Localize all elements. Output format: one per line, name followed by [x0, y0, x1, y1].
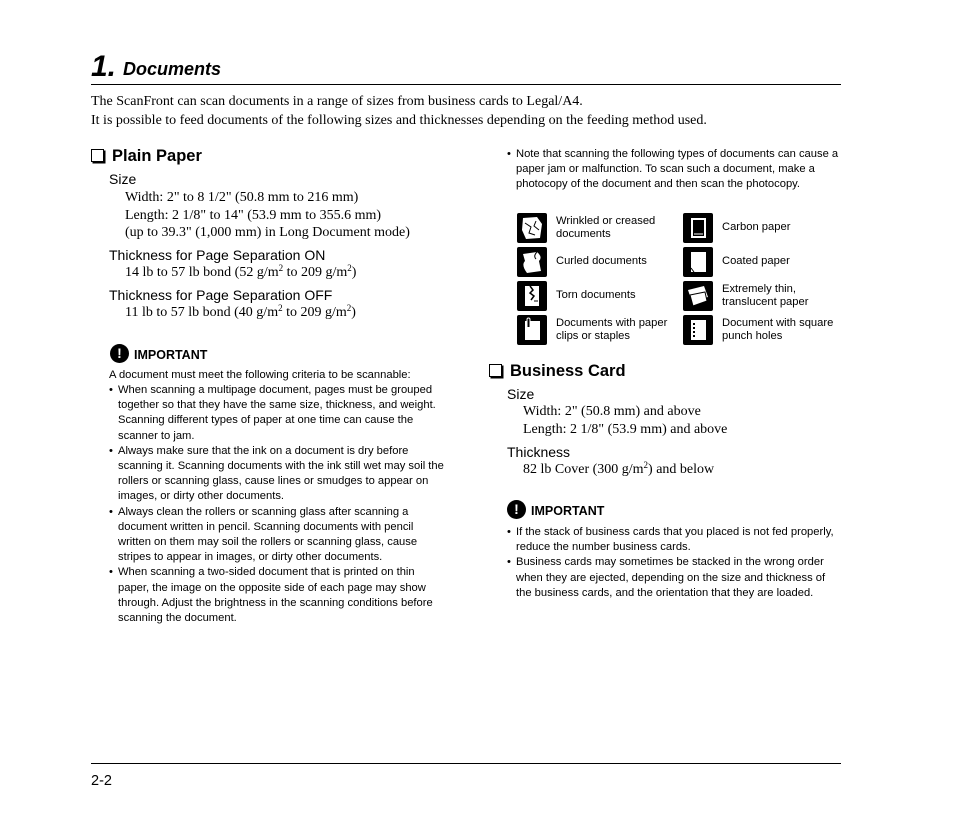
doc-type-label: Coated paper	[722, 255, 790, 268]
intro-line: It is possible to feed documents of the following sizes and thicknesses depending on the feeding method used.	[91, 113, 707, 128]
business-card-length: Length: 2 1/8" (53.9 mm) and above	[523, 422, 728, 437]
list-item: • Business cards may sometimes be stacked in the wrong order when they are ejected, depending on the size and thickness of the business cards, and the orientation that they are loaded.	[507, 555, 841, 601]
bottom-rule-divider	[91, 763, 841, 764]
list-item: • If the stack of business cards that you placed is not fed properly, reduce the number business cards.	[507, 525, 841, 555]
chapter-title: Documents	[123, 59, 222, 79]
separation-on-label: Thickness for Page Separation ON	[109, 247, 326, 263]
intro-line: The ScanFront can scan documents in a range of sizes from business cards to Legal/A4.	[91, 94, 583, 109]
doc-type-label: Carbon paper	[722, 221, 791, 234]
doc-type-label: Torn documents	[556, 289, 636, 302]
exclamation-icon: !	[507, 500, 526, 519]
business-card-thickness-value: 82 lb Cover (300 $g/m^2$) and below	[523, 460, 715, 477]
doc-type-punch	[683, 315, 853, 345]
separation-off-label: Thickness for Page Separation OFF	[109, 287, 333, 303]
business-card-size-label: Size	[507, 386, 535, 402]
business-card-title: Business Card	[510, 362, 626, 380]
chapter-heading	[91, 50, 841, 84]
plain-paper-long-mode: (up to 39.3" (1,000 mm) in Long Document mode)	[125, 225, 410, 240]
doc-type-label: Curled documents	[556, 255, 647, 268]
doc-type-label: Document with square punch holes	[722, 316, 834, 342]
plain-paper-title: Plain Paper	[112, 147, 202, 165]
wrinkled-document-icon	[517, 213, 547, 243]
list-item: • Always make sure that the ink on a document is dry before scanning it. Scanning documents with the ink still wet may soil the rollers or scanning glass, cause lines or smudges to appear on images, or dirty other documents.	[109, 444, 445, 505]
plain-paper-size-label: Size	[109, 171, 137, 187]
important-2-list	[507, 525, 841, 601]
doc-type-carbon	[683, 213, 853, 243]
note-item: • Note that scanning the following types of documents can cause a paper jam or malfunction. To scan such a document, make a photocopy of the document and then scan the photocopy.	[507, 147, 842, 193]
chapter-number: 1.	[91, 50, 117, 83]
plain-paper-length: Length: 2 1/8" to 14" (53.9 mm to 355.6 mm)	[125, 208, 382, 223]
list-item: • Always clean the rollers or scanning glass after scanning a document written in pencil. Scanning documents with pencil written on them may soil the rollers or scanning glass, cause stripes to appear in images, or dirty other documents.	[109, 505, 445, 566]
coated-paper-icon	[683, 247, 713, 277]
checkbox-bullet-icon	[91, 149, 104, 162]
note-list	[507, 147, 842, 193]
important-label: IMPORTANT	[531, 504, 605, 518]
plain-paper-heading	[91, 146, 202, 166]
important-intro: A document must meet the following criteria to be scannable:	[109, 369, 411, 381]
exclamation-icon: !	[110, 344, 129, 363]
doc-type-clips	[517, 315, 687, 345]
list-item: • When scanning a two-sided document that is printed on thin paper, the image on the opposite side of each page may show through. Adjust the brightness in the scanning conditions before scanning the document.	[109, 565, 445, 626]
punch-holes-document-icon	[683, 315, 713, 345]
paper-clip-document-icon	[517, 315, 547, 345]
doc-type-label: Documents with paper clips or staples	[556, 316, 668, 342]
doc-type-wrinkled	[517, 213, 687, 243]
list-item: • When scanning a multipage document, pages must be grouped together so that they have the same size, thickness, and weight. Scanning different types of paper at one time can cause the scanner to jam.	[109, 383, 445, 444]
doc-type-label: Wrinkled or creased documents	[556, 214, 656, 240]
plain-paper-width: Width: 2" to 8 1/2" (50.8 mm to 216 mm)	[125, 190, 359, 205]
carbon-paper-icon	[683, 213, 713, 243]
doc-type-label: Extremely thin, translucent paper	[722, 282, 809, 308]
important-1-list	[109, 383, 445, 626]
doc-type-torn	[517, 281, 687, 311]
separation-on-value: 14 lb to 57 lb bond (52 $g/m^2$ to 209 $g/m^2$)	[125, 263, 357, 280]
doc-type-curled	[517, 247, 687, 277]
separation-off-value: 11 lb to 57 lb bond (40 $g/m^2$ to 209 $g/m^2$)	[125, 303, 356, 320]
checkbox-bullet-icon	[489, 364, 502, 377]
doc-type-coated	[683, 247, 853, 277]
business-card-thickness-label: Thickness	[507, 444, 571, 460]
doc-type-thin	[683, 281, 853, 311]
top-rule-divider	[91, 84, 841, 85]
torn-document-icon	[517, 281, 547, 311]
thin-paper-icon	[683, 281, 713, 311]
curled-document-icon	[517, 247, 547, 277]
important-label: IMPORTANT	[134, 348, 208, 362]
business-card-heading	[489, 361, 626, 381]
page-number: 2-2	[91, 773, 112, 789]
business-card-width: Width: 2" (50.8 mm) and above	[523, 404, 701, 419]
